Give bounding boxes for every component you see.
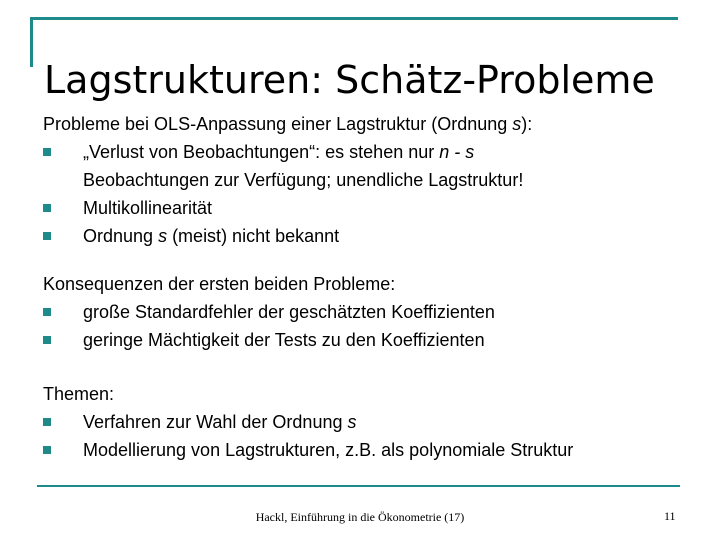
square-bullet-icon [43,204,51,212]
section1-item-1 [43,138,683,194]
section1-item-1-line2: Beobachtungen zur Verfügung; unendliche Lagstruktur! [83,170,524,190]
section3-heading: Themen: [43,384,115,404]
page-number: 11 [664,509,676,523]
footer-citation: Hackl, Einführung in die Ökonometrie (17) [255,510,465,524]
section2-item-1 [43,298,683,326]
section2-heading: Konsequenzen der ersten beiden Probleme: [43,274,396,294]
square-bullet-icon [43,148,51,156]
section3-item-2 [43,436,683,464]
section1-item-1-var: n - s [439,142,475,162]
section1-item-2 [43,194,683,222]
section1-item-3-var: s [158,226,168,246]
square-bullet-icon [43,418,51,426]
section3-item-1 [43,408,683,436]
section2-item-2-text: geringe Mächtigkeit der Tests zu den Koeffizienten [83,330,485,350]
frame-vertical-line [30,17,33,67]
section1-heading-text: Probleme bei OLS-Anpassung einer Lagstruktur (Ordnung [43,114,513,134]
section3-item-2-text: Modellierung von Lagstrukturen, z.B. als polynomiale Struktur [83,440,574,460]
slide-title: Lagstrukturen: Schätz-Probleme [44,58,655,102]
section1-item-3-suffix: (meist) nicht bekannt [167,226,340,246]
section1-item-3-prefix: Ordnung [83,226,159,246]
section1-item-1-line1 [83,138,683,166]
section1-item-2-text: Multikollinearität [83,198,213,218]
section2-item-1-text: große Standardfehler der geschätzten Koeffizienten [83,302,495,322]
section1-heading-var: s [512,114,522,134]
frame-horizontal-line [30,17,678,20]
slide-content [43,110,683,464]
section1-heading-suffix: ): [521,114,533,134]
spacer [43,354,683,380]
section1-item-1-line1-text: „Verlust von Beobachtungen“: es stehen nur [83,142,440,162]
spacer [43,250,683,270]
section1-item-3 [43,222,683,250]
square-bullet-icon [43,232,51,240]
square-bullet-icon [43,336,51,344]
section2-item-2 [43,326,683,354]
footer-divider [37,485,680,487]
square-bullet-icon [43,446,51,454]
square-bullet-icon [43,308,51,316]
section3-item-1-var: s [347,412,357,432]
section3-item-1-text: Verfahren zur Wahl der Ordnung [83,412,348,432]
section1-heading [43,110,683,138]
